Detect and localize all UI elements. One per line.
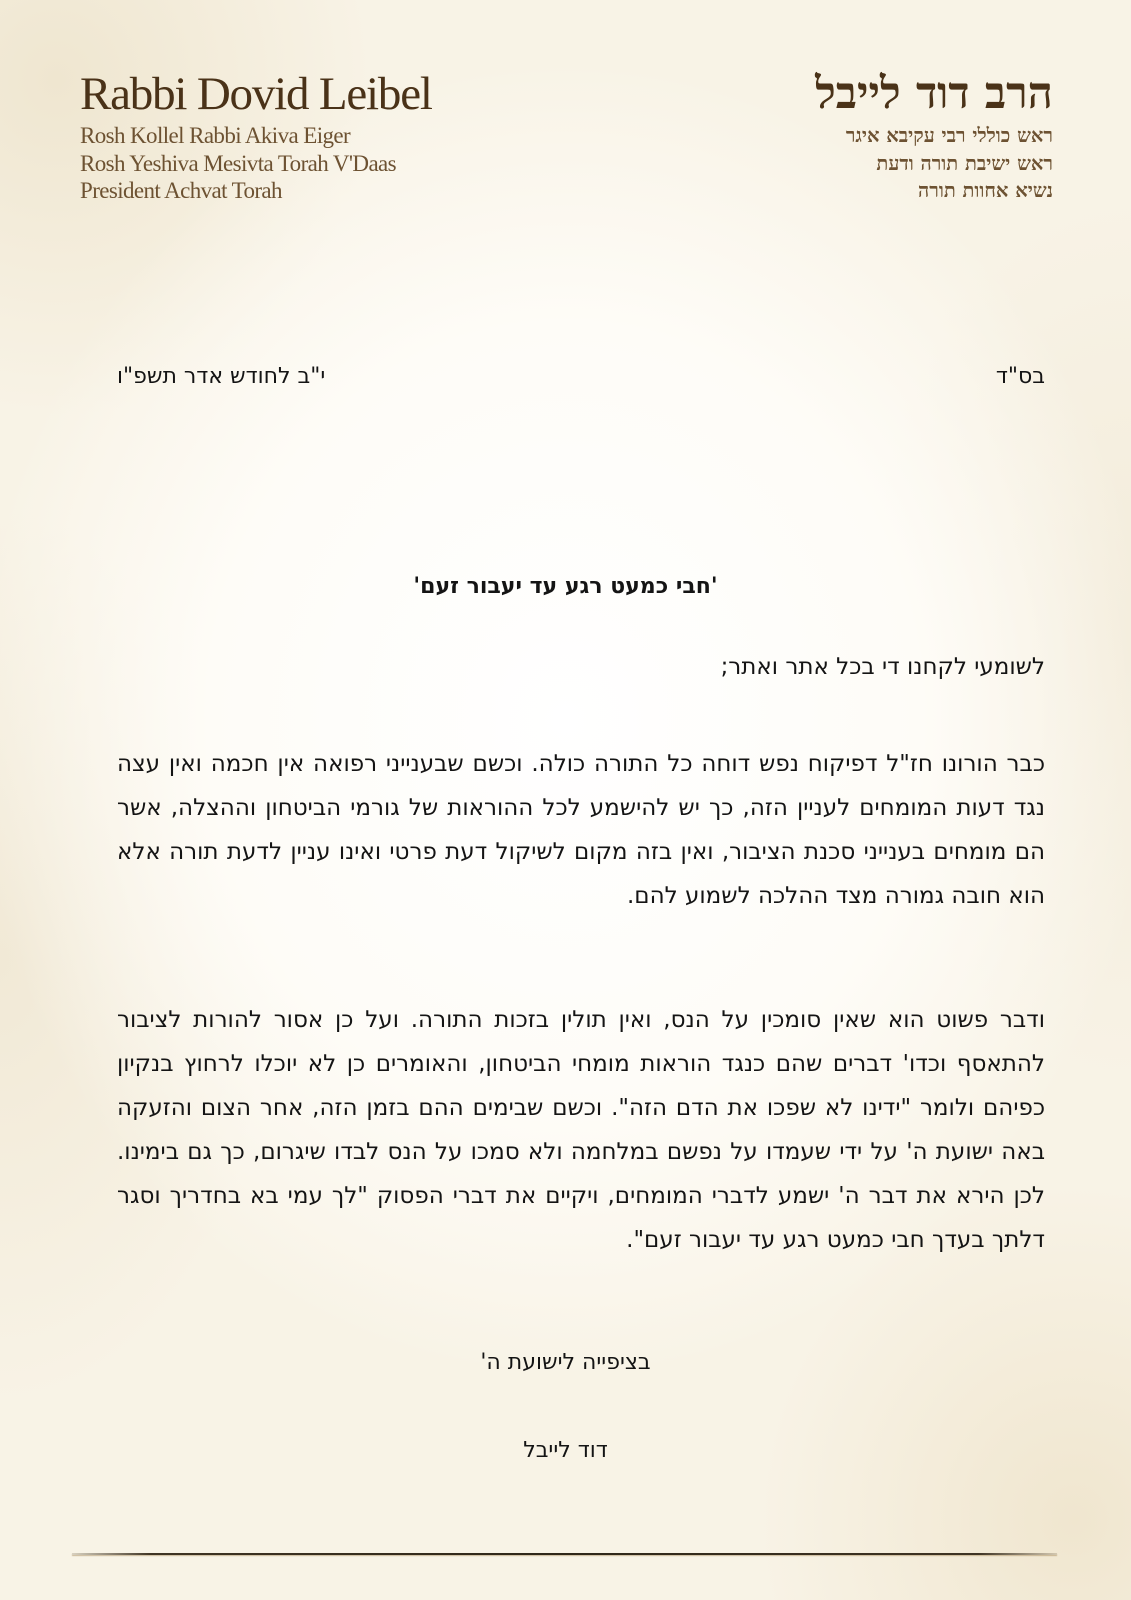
title-hebrew-1: ראש כוללי רבי עקיבא איגר [845,124,1053,147]
letter-closing: בציפייה לישועת ה' [480,1350,651,1375]
letterhead [0,66,1131,216]
title-hebrew-3: נשיא אחוות תורה [918,179,1053,202]
letter-meta-row [117,364,1045,396]
title-english-2: Rosh Yeshiva Mesivta Torah V'Daas [80,150,397,176]
letter-paragraph-2: ודבר פשוט הוא שאין סומכין על הנס, ואין תולין בזכות התורה. ועל כן אסור להורות לציבור להתאסף וכדו' דברים שהם כנגד הוראות מומחי הביטחון, והאומרים כן לא יוכלו לרחוץ בנקיון כפיהם ולומר "ידינו לא שפכו את הדם הזה". וכשם שבימים ההם בזמן הזה, אחר הצום והזעקה באה ישועת ה' על ידי שעמדו על נפשם במלחמה ולא סמכו על הנס לבדו שיגרום, כך גם בימינו. לכן הירא את דבר ה' ישמע לדברי המומחים, ויקיים את דברי הפסוק "לך עמי בא בחדריך וסגר דלתך בעדך חבי כמעט רגע עד יעבור זעם". [117,1007,1045,1253]
letterhead-english [80,66,432,205]
letter-salutation: לשומעי לקחנו די בכל אתר ואתר; [720,654,1045,680]
title-english-3: President Achvat Torah [80,178,282,203]
rabbi-name-hebrew: הרב דוד לייבל [815,68,1053,119]
rabbi-name-english: Rabbi Dovid Leibel [80,68,432,120]
letterhead-hebrew [815,66,1053,205]
letter-heading: 'חבי כמעט רגע עד יעבור זעם' [413,574,718,599]
letter-signature: דוד לייבל [523,1438,608,1463]
title-hebrew-2: ראש ישיבת תורה ודעת [876,151,1053,175]
footer-divider [72,1553,1057,1555]
title-english-1: Rosh Kollel Rabbi Akiva Eiger [80,123,351,148]
bsd-marker: בס"ד [995,364,1045,389]
letter-paragraph-1: כבר הורונו חז"ל דפיקוח נפש דוחה כל התורה כולה. וכשם שבענייני רפואה אין חכמה ואין עצה נגד דעות המומחים לעניין הזה, כך יש להישמע לכל ההוראות של גורמי הביטחון וההצלה, אשר הם מומחים בענייני סכנת הציבור, ואין בזה מקום לשיקול דעת פרטי ואינו עניין לדעת תורה אלא הוא חובה גמורה מצד ההלכה לשמוע להם. [117,751,1045,909]
letter-date: י"ב לחודש אדר תשפ"ו [117,364,326,389]
